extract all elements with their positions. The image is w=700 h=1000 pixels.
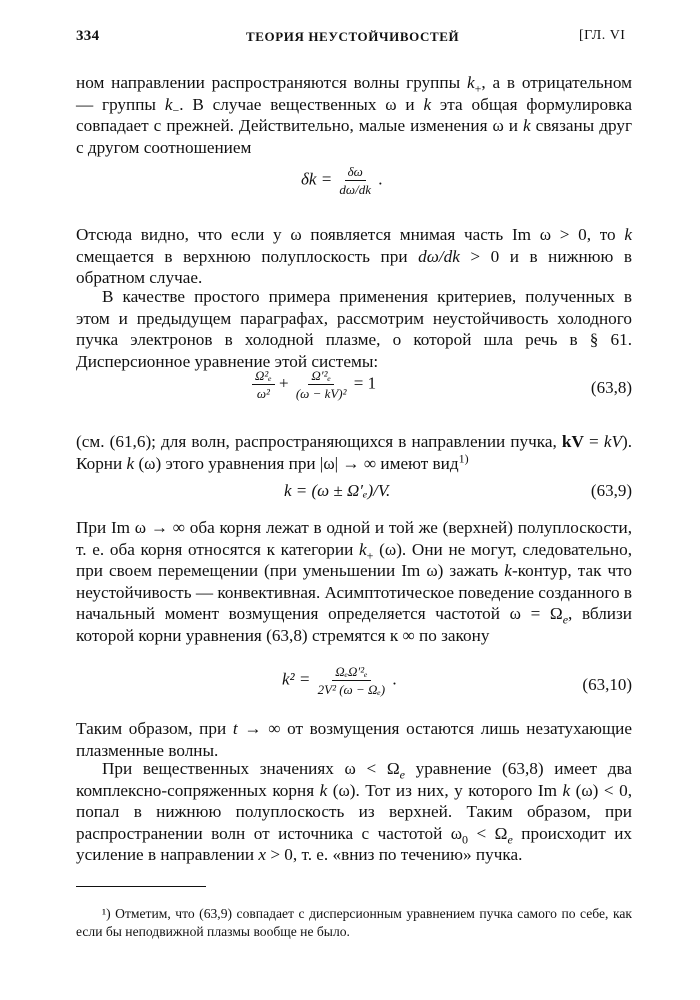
math-symbol: k [126,453,135,473]
text-span: При вещественных значениях ω < Ω [102,759,400,778]
formula-operator: + [274,373,293,393]
formula-63-10 [76,664,632,704]
page-number: 334 [76,28,100,44]
fraction-denominator: ω² [256,386,270,401]
fraction [293,368,350,401]
formula-expression: k = (ω ± Ω′ₑ)/V. [284,481,391,500]
math-subscript: + [474,81,482,96]
equation-number: (63,8) [590,378,632,397]
formula-lhs: δk = [301,169,337,189]
text-span: , а в отрицательном — группы [76,73,632,114]
paragraph-7 [76,758,632,866]
text-span: При Im ω → ∞ оба корня лежат в одной и той же (верхней) полуплоскости, т. е. оба корня относятся к категории [76,518,632,559]
math-symbol: k [423,94,432,114]
formula-1 [76,164,632,200]
formula-63-9 [76,481,632,505]
text-span: = [583,432,604,451]
text-span: В качестве простого примера применения критериев, полученных в этом и предыдущем параграфах, рассмотрим неустойчивость холодного пучка электронов в холодной плазме, о которой шла речь в § 61. Дисперсионное уравнение этой системы: [76,287,632,371]
formula-rhs: = 1 [349,373,377,393]
text-span: -контур, так что неустойчивость — конвективная. Асимптотическое поведение созданного в начальный момент возмущения определяется частотой ω = Ω [76,561,632,623]
text-span: ном направлении распространяются волны группы [76,73,467,92]
text-span: < Ω [468,823,508,843]
math-symbol: k [523,116,531,135]
paragraph-4 [76,431,632,474]
math-subscript: + [366,547,374,562]
text-span: связаны друг с другом соотношением [76,116,632,157]
math-symbol: k [466,73,475,92]
formula-63-8 [76,368,632,408]
math-symbol: k [359,539,367,559]
math-symbol: k [319,780,328,800]
math-vector: kV [561,432,584,451]
fraction-denominator: dω/dk [339,182,371,197]
fraction-numerator: δω [345,164,366,181]
math-symbol: k [624,225,632,244]
equation-number: (63,10) [582,675,632,694]
footnote-text: Отметим, что (63,9) совпадает с дисперсионным уравнением пучка самого по себе, как если бы неподвижной плазмы вообще не было. [76,906,632,939]
text-span: . В случае вещественных ω и [179,94,424,114]
fraction-denominator: (ω − kV)² [295,386,347,401]
math-symbol: k [504,561,512,580]
math-symbol: k [164,94,173,114]
paragraph-1 [76,72,632,158]
math-symbol: k [562,780,571,800]
math-subscript: 0 [462,831,469,846]
fraction-denominator: 2V² (ω − Ωₑ) [317,682,386,697]
footnote-mark: ¹) [102,906,111,921]
fraction-numerator: Ω²ₑ [252,368,275,385]
footnote-ref[interactable]: 1) [458,450,469,465]
math-subscript: e [507,831,513,846]
math-subscript: e [562,612,569,627]
text-span: смещается в верхнюю полуплоскость при [76,246,419,266]
text-span: (ω). Тот из них, у которого Im [327,780,563,800]
math-symbol: dω/dk [418,246,460,266]
math-symbol: t [232,719,238,738]
footnote [76,905,632,941]
page-header [0,28,700,50]
formula-tail: . [373,169,383,189]
fraction [315,664,389,697]
equation-number: (63,9) [590,481,632,500]
math-subscript: e [399,767,405,782]
paragraph-5 [76,517,632,646]
fraction-numerator: ΩₑΩ′²ₑ [332,664,370,681]
formula-tail: . [388,669,397,689]
formula-lhs: k² = [282,669,315,689]
paragraph-3 [76,286,632,372]
text-span: происходит их усиление в направлении [76,823,633,864]
fraction-numerator: Ω′²ₑ [308,368,334,385]
fraction [252,368,275,401]
text-span: Отсюда видно, что если у ω появляется мнимая часть Im ω > 0, то [76,225,625,244]
math-symbol: kV [603,432,622,451]
text-span: > 0 и в нижнюю в обратном случае. [76,246,632,287]
text-span: (ω) < 0, попал в нижнюю полуплоскость из верхней. Таким образом, при распространении волн от источника с частотой ω [76,780,632,843]
text-span: (ω). Они не могут, следовательно, при своем перемещении (при уменьшении Im ω) зажать [76,539,632,580]
running-title: ТЕОРИЯ НЕУСТОЙЧИВОСТЕЙ [246,29,460,44]
paragraph-6 [76,718,632,761]
fraction [336,164,374,197]
math-symbol: x [258,845,267,864]
text-span: эта общая формулировка совпадает с прежней. Действительно, малые изменения ω и [76,94,632,135]
text-span: Таким образом, при [76,719,233,738]
footnote-divider [76,886,206,887]
text-span: (ω) этого уравнения при |ω| → ∞ имеют вид [134,453,459,473]
text-span: > 0, т. е. «вниз по течению» пучка. [266,845,523,864]
text-span: → ∞ от возмущения остаются лишь незатухающие плазменные волны. [76,719,633,760]
text-span: (см. (61,6); для волн, распространяющихся в направлении пучка, [76,432,562,451]
text-span: , вблизи которой корни уравнения (63,8) стремятся к ∞ по закону [76,604,632,645]
math-subscript: − [172,102,180,117]
text-span: ). Корни [76,432,632,473]
text-span: уравнение (63,8) имеет два комплексно-сопряженных корня [76,759,632,800]
paragraph-2 [76,224,632,289]
chapter-label: [ГЛ. VI [579,28,626,43]
